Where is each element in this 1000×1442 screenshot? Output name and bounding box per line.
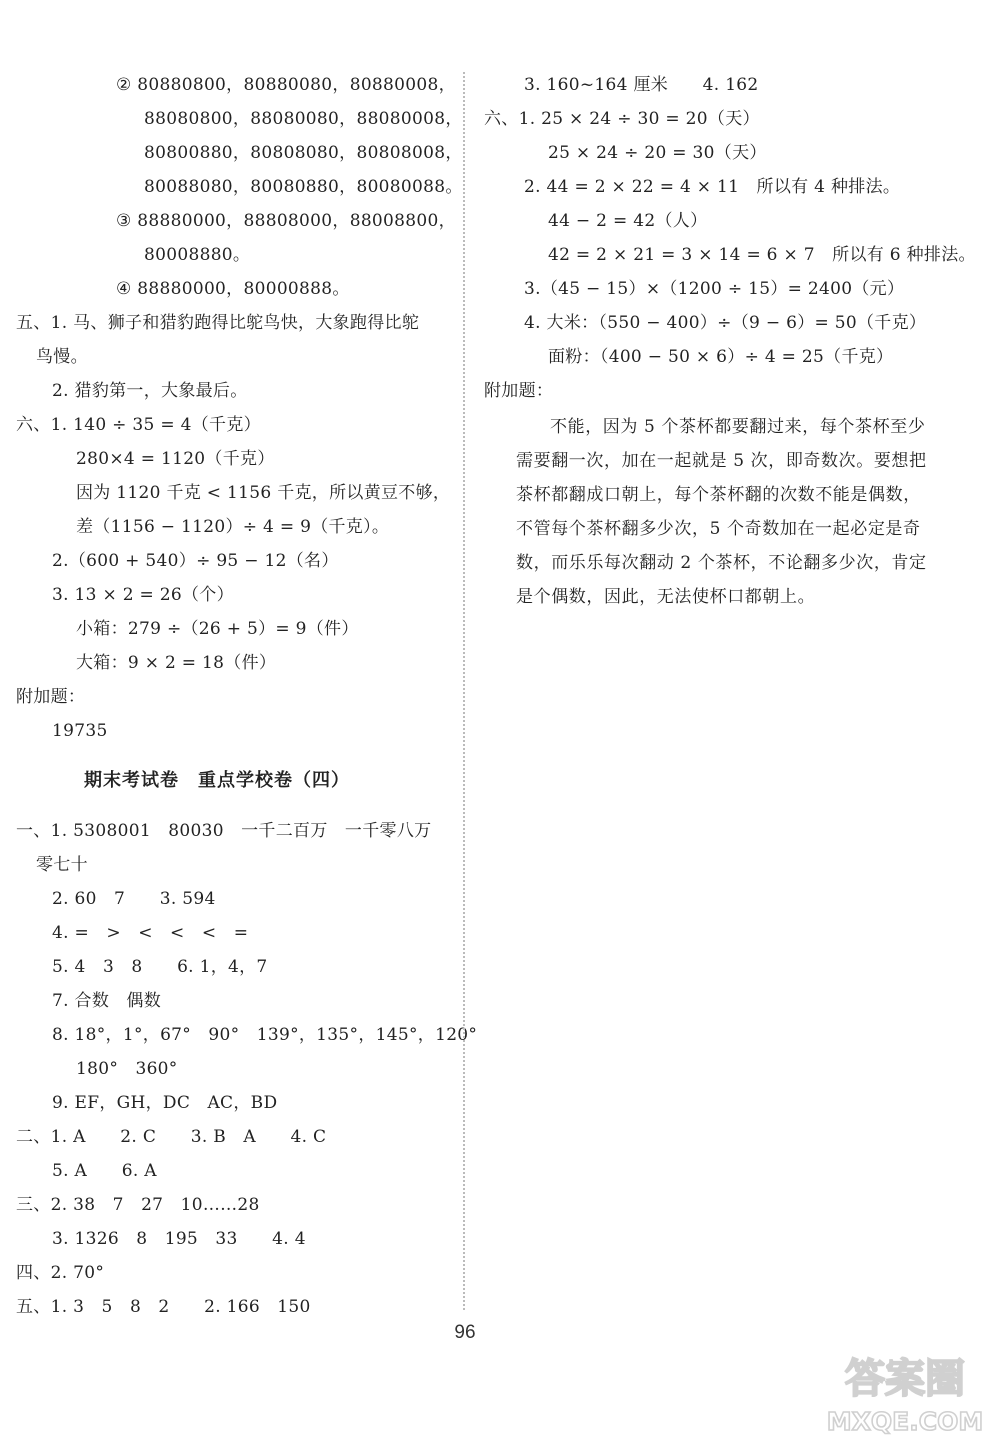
answer-line: 一、1. 5308001 80030 一千二百万 一千零八万 bbox=[16, 821, 432, 841]
answer-line: 2. 44 = 2 × 22 = 4 × 11 所以有 4 种排法。 bbox=[524, 177, 901, 197]
answer-line: 4. = > < < < = bbox=[52, 923, 249, 943]
column-divider bbox=[463, 72, 465, 1310]
answer-line: 五、1. 马、狮子和猎豹跑得比鸵鸟快，大象跑得比鸵 bbox=[16, 313, 420, 333]
answer-line: 180° 360° bbox=[76, 1059, 178, 1079]
answer-line: 2.（600 + 540）÷ 95 − 12（名） bbox=[52, 551, 339, 571]
answer-line: 88080800，88080080，88080008， bbox=[144, 109, 463, 129]
answer-line: 7. 合数 偶数 bbox=[52, 991, 162, 1011]
answer-line: 3. 13 × 2 = 26（个） bbox=[52, 585, 234, 605]
answer-line: 差（1156 − 1120）÷ 4 = 9（千克）。 bbox=[76, 517, 390, 537]
answer-line: 面粉：（400 − 50 × 6）÷ 4 = 25（千克） bbox=[548, 347, 894, 367]
answer-line: 五、1. 3 5 8 2 2. 166 150 bbox=[16, 1297, 311, 1317]
answer-line: 4. 大米：（550 − 400）÷（9 − 6）= 50（千克） bbox=[524, 313, 927, 333]
answer-line: ③ 88880000，88808000，88008800， bbox=[116, 211, 456, 231]
answer-line: 附加题： bbox=[16, 687, 86, 707]
page-number: 96 bbox=[454, 1322, 476, 1343]
watermark-text-cn: 答案圈 bbox=[845, 1356, 965, 1402]
answer-line: 3.（45 − 15）×（1200 ÷ 15）= 2400（元） bbox=[524, 279, 905, 299]
answer-line: 三、2. 38 7 27 10……28 bbox=[16, 1195, 260, 1215]
answer-line: 3. 1326 8 195 33 4. 4 bbox=[52, 1229, 306, 1249]
answer-line: 80088080，80080880，80080088。 bbox=[144, 177, 463, 197]
answer-line: 因为 1120 千克 < 1156 千克，所以黄豆不够， bbox=[76, 483, 451, 503]
watermark-text-en: MXQE.COM bbox=[826, 1407, 984, 1436]
watermark-logo bbox=[820, 1350, 990, 1438]
answer-line: 零七十 bbox=[36, 855, 88, 875]
answer-line: 六、1. 25 × 24 ÷ 30 = 20（天） bbox=[484, 109, 760, 129]
answer-line: 3. 160~164 厘米 4. 162 bbox=[524, 75, 759, 95]
answer-line: 42 = 2 × 21 = 3 × 14 = 6 × 7 所以有 6 种排法。 bbox=[548, 245, 976, 265]
answer-line: 二、1. A 2. C 3. B A 4. C bbox=[16, 1127, 327, 1147]
answer-line: 小箱：279 ÷（26 + 5）= 9（件） bbox=[76, 619, 359, 639]
answer-line: 附加题： bbox=[484, 381, 554, 401]
answer-line: ④ 88880000，80000888。 bbox=[116, 279, 350, 299]
answer-line: 四、2. 70° bbox=[16, 1263, 105, 1283]
answer-line: ② 80880800，80880080，80880008， bbox=[116, 75, 456, 95]
answer-line: 19735 bbox=[52, 721, 108, 741]
answer-line: 8. 18°，1°，67° 90° 139°，135°，145°，120° bbox=[52, 1025, 478, 1045]
answer-line: 80008880。 bbox=[144, 245, 251, 265]
section-title: 期末考试卷 重点学校卷（四） bbox=[84, 770, 350, 791]
answer-line: 六、1. 140 ÷ 35 = 4（千克） bbox=[16, 415, 261, 435]
answer-line: 25 × 24 ÷ 20 = 30（天） bbox=[548, 143, 767, 163]
answer-line: 大箱：9 × 2 = 18（件） bbox=[76, 653, 277, 673]
answer-line: 44 − 2 = 42（人） bbox=[548, 211, 708, 231]
answer-line: 9. EF，GH，DC AC，BD bbox=[52, 1093, 278, 1113]
answer-line: 280×4 = 1120（千克） bbox=[76, 449, 275, 469]
answer-line: 2. 猎豹第一，大象最后。 bbox=[52, 381, 248, 401]
answer-line: 鸟慢。 bbox=[36, 347, 88, 367]
answer-line: 5. A 6. A bbox=[52, 1161, 157, 1181]
answer-line: 5. 4 3 8 6. 1，4，7 bbox=[52, 957, 268, 977]
extra-question-answer: 不能，因为 5 个茶杯都要翻过来，每个茶杯至少需要翻一次，加在一起就是 5 次，即奇数次。要想把茶杯都翻成口朝上，每个茶杯翻的次数不能是偶数，不管每个茶杯翻多少次，5 个奇数加在一起必定是奇数，而乐乐每次翻动 2 个茶杯，不论翻多少次，肯定是个偶数，因此，无法使杯口都朝上。 bbox=[516, 417, 927, 607]
answer-line: 80800880，80808080，80808008， bbox=[144, 143, 463, 163]
answer-line: 2. 60 7 3. 594 bbox=[52, 889, 216, 909]
